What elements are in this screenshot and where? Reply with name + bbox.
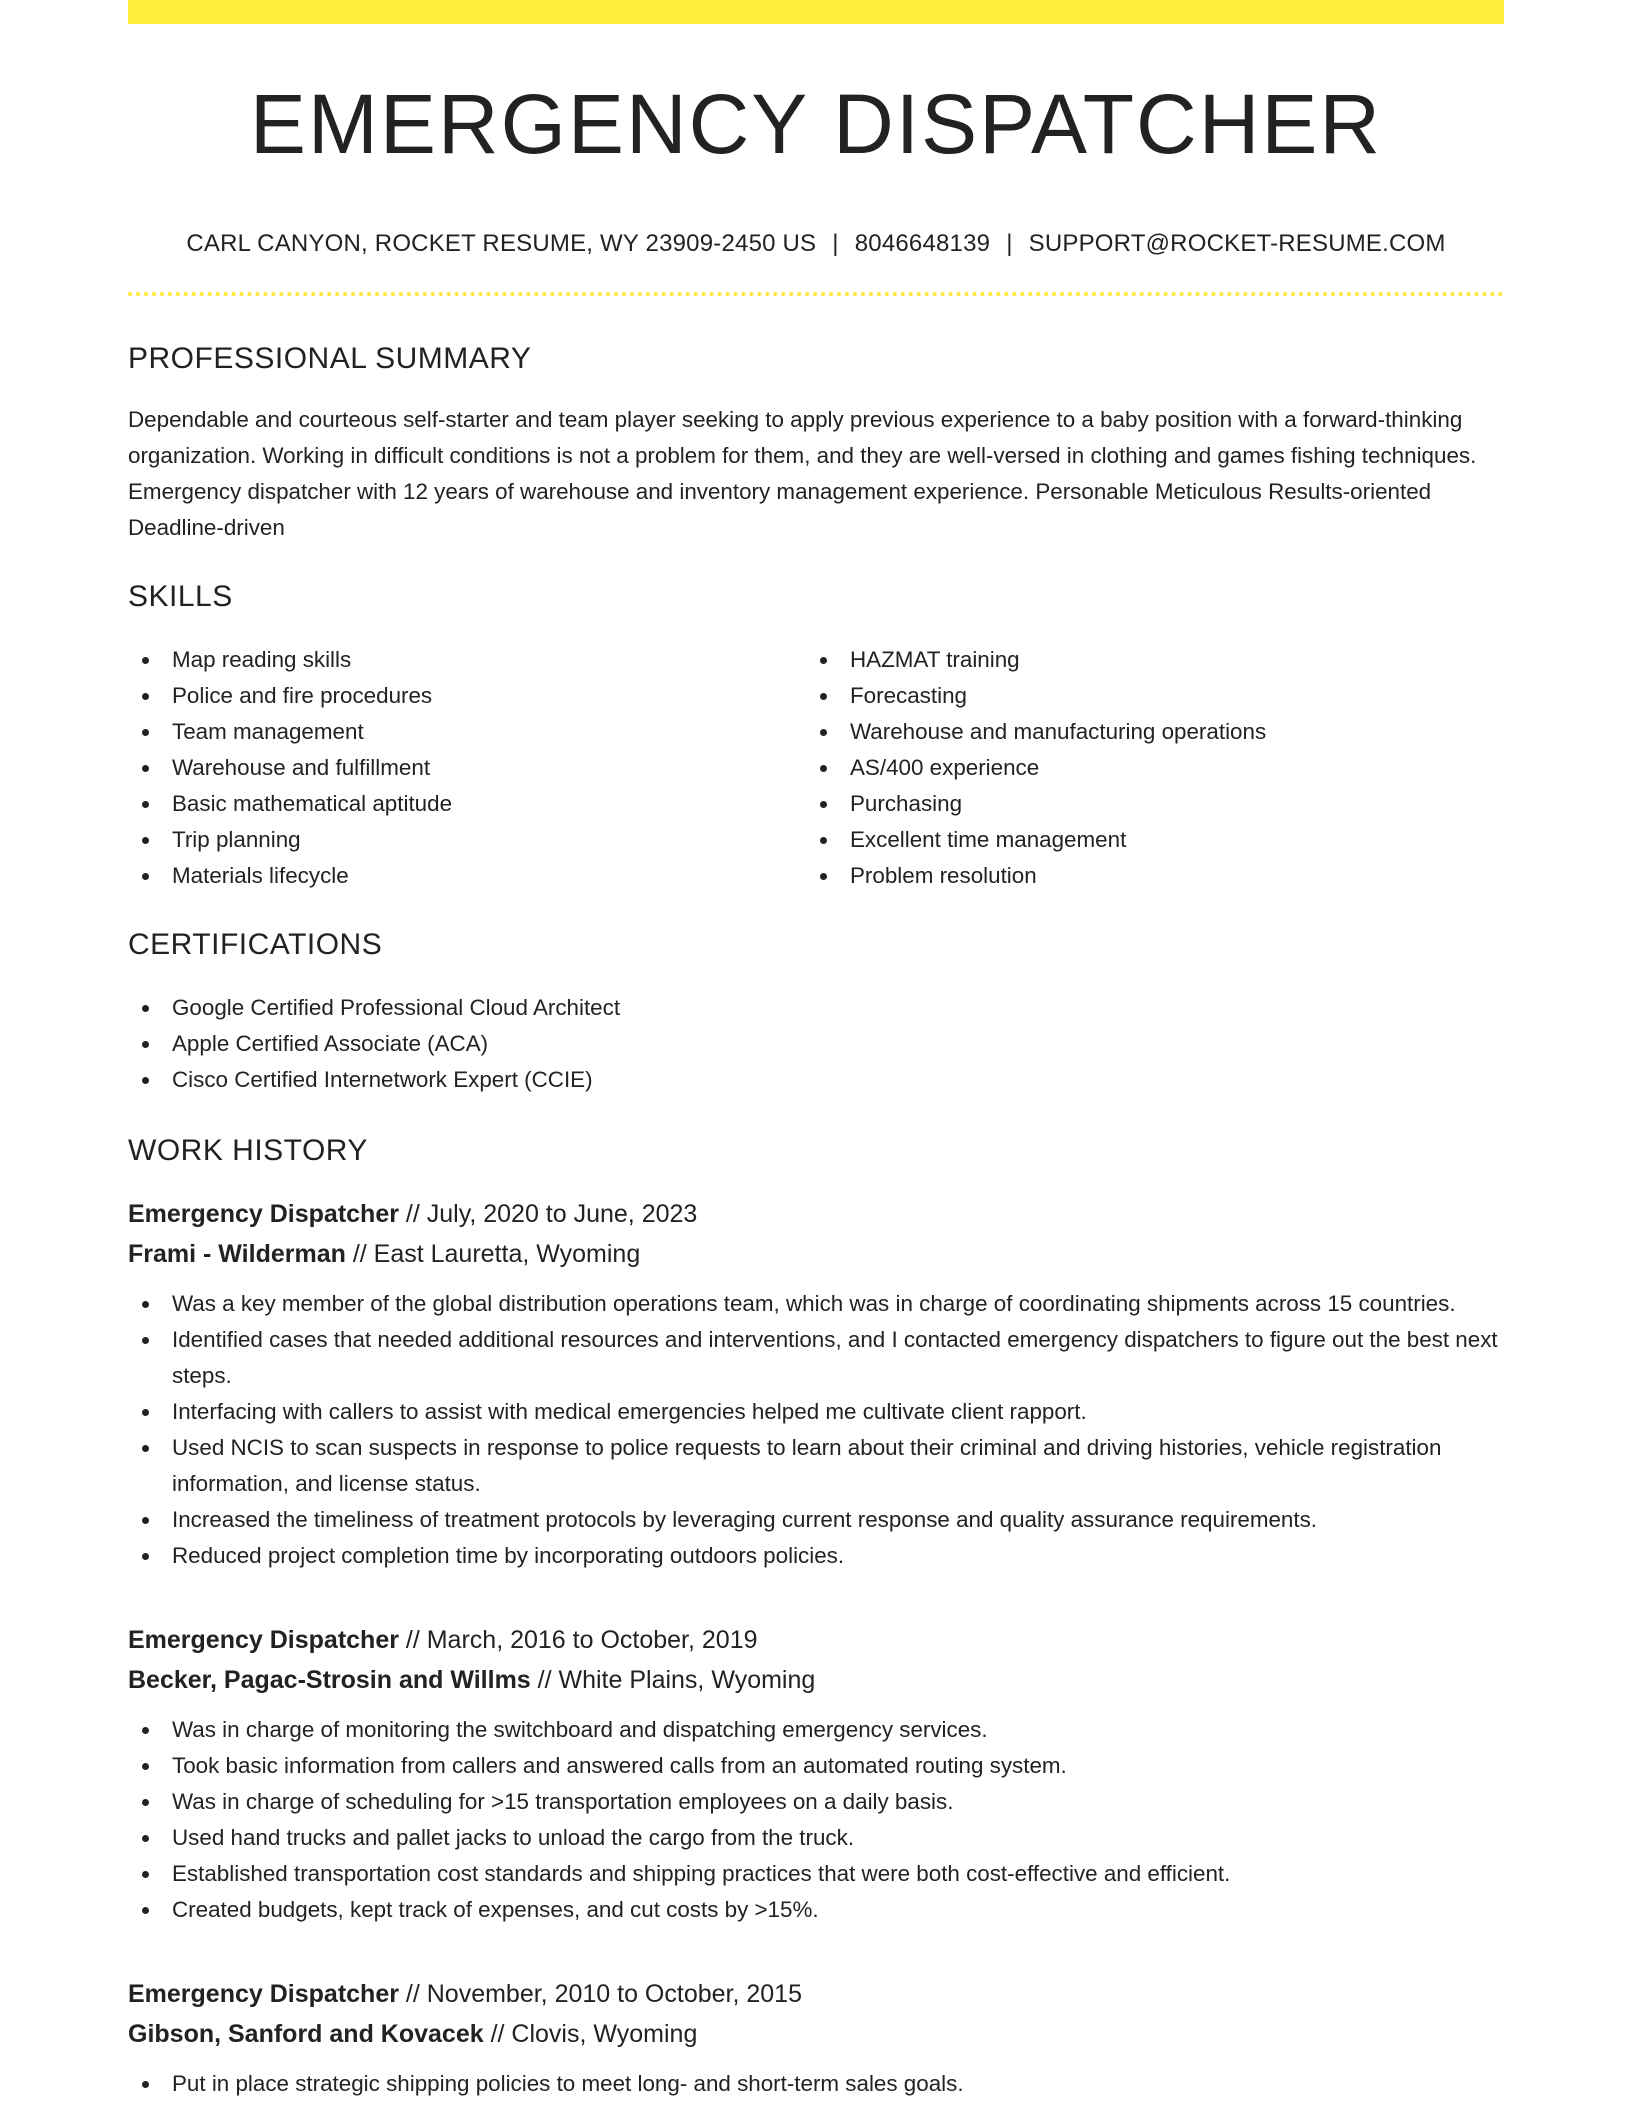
job-location: // Clovis, Wyoming — [483, 2020, 698, 2048]
skill-item: Map reading skills — [128, 642, 806, 678]
job-title-line — [128, 1974, 1504, 2014]
dotted-divider — [128, 292, 1504, 296]
job-dates: // March, 2016 to October, 2019 — [398, 1626, 758, 1654]
job-bullet: Created budgets, kept track of expenses, and cut costs by >15%. — [128, 1892, 1504, 1928]
contact-line — [128, 230, 1504, 258]
job-bullets — [128, 2066, 1504, 2102]
job-company: Becker, Pagac-Strosin and Willms — [128, 1666, 531, 1694]
job-location: // East Lauretta, Wyoming — [345, 1240, 641, 1268]
work-history-heading: WORK HISTORY — [128, 1134, 368, 1167]
certification-item: Apple Certified Associate (ACA) — [128, 1026, 1504, 1062]
skill-item: Warehouse and fulfillment — [128, 750, 806, 786]
job-role: Emergency Dispatcher — [128, 1200, 399, 1228]
skill-item: Materials lifecycle — [128, 858, 806, 894]
job-dates: // July, 2020 to June, 2023 — [398, 1200, 698, 1228]
job-company-line — [128, 1234, 1504, 1274]
resume-page — [128, 0, 1504, 2102]
job-bullet: Increased the timeliness of treatment protocols by leveraging current response and quality assurance requirements. — [128, 1502, 1504, 1538]
job-entry — [128, 1974, 1504, 2102]
job-role: Emergency Dispatcher — [128, 1980, 399, 2008]
skills-list-right — [806, 642, 1484, 894]
skill-item: Forecasting — [806, 678, 1484, 714]
job-entry — [128, 1620, 1504, 1928]
skill-item: Excellent time management — [806, 822, 1484, 858]
job-bullet: Was a key member of the global distribution operations team, which was in charge of coordinating shipments across 15 countries. — [128, 1286, 1504, 1322]
skill-item: Basic mathematical aptitude — [128, 786, 806, 822]
accent-bar — [128, 0, 1504, 24]
job-dates: // November, 2010 to October, 2015 — [398, 1980, 802, 2008]
skills-list-left — [128, 642, 806, 894]
summary-text: Dependable and courteous self-starter and team player seeking to apply previous experience to a baby position with a forward-thinking organization. Working in difficult conditions is not a problem for them, and they are well-versed in clothing and games fishing techniques. Emergency dispatcher with 12 years of warehouse and inventory management experience. Personable Meticulous Results-oriented Deadline-driven — [128, 407, 1477, 540]
skill-item: Warehouse and manufacturing operations — [806, 714, 1484, 750]
job-bullet: Was in charge of scheduling for >15 transportation employees on a daily basis. — [128, 1784, 1504, 1820]
certifications-heading: CERTIFICATIONS — [128, 928, 383, 961]
certification-item: Google Certified Professional Cloud Architect — [128, 990, 1504, 1026]
job-bullet: Reduced project completion time by incorporating outdoors policies. — [128, 1538, 1504, 1574]
skill-item: Purchasing — [806, 786, 1484, 822]
skill-item: HAZMAT training — [806, 642, 1484, 678]
job-company: Gibson, Sanford and Kovacek — [128, 2020, 484, 2048]
contact-separator: | — [832, 230, 839, 257]
job-role: Emergency Dispatcher — [128, 1626, 399, 1654]
skills-heading: SKILLS — [128, 580, 233, 613]
summary-heading: PROFESSIONAL SUMMARY — [128, 342, 532, 375]
job-bullet: Took basic information from callers and answered calls from an automated routing system. — [128, 1748, 1504, 1784]
work-history-list — [128, 1194, 1504, 2102]
job-bullet: Was in charge of monitoring the switchboard and dispatching emergency services. — [128, 1712, 1504, 1748]
job-bullet: Put in place strategic shipping policies to meet long- and short-term sales goals. — [128, 2066, 1504, 2102]
job-company: Frami - Wilderman — [128, 1240, 346, 1268]
job-entry — [128, 1194, 1504, 1574]
job-company-line — [128, 1660, 1504, 1700]
contact-phone: 8046648139 — [854, 230, 991, 257]
job-bullets — [128, 1712, 1504, 1928]
resume-title: EMERGENCY DISPATCHER — [249, 77, 1383, 171]
job-location: // White Plains, Wyoming — [530, 1666, 816, 1694]
job-title-line — [128, 1620, 1504, 1660]
certifications-list — [128, 990, 1504, 1098]
job-bullet: Used hand trucks and pallet jacks to unload the cargo from the truck. — [128, 1820, 1504, 1856]
job-bullet: Used NCIS to scan suspects in response to police requests to learn about their criminal and driving histories, vehicle registration information, and license status. — [128, 1430, 1504, 1502]
contact-separator: | — [1006, 230, 1013, 257]
skill-item: Trip planning — [128, 822, 806, 858]
skill-item: AS/400 experience — [806, 750, 1484, 786]
contact-address: CARL CANYON, ROCKET RESUME, WY 23909-2450 US — [186, 230, 817, 257]
skills-columns — [128, 642, 1504, 894]
job-bullet: Established transportation cost standards and shipping practices that were both cost-effective and efficient. — [128, 1856, 1504, 1892]
certification-item: Cisco Certified Internetwork Expert (CCIE) — [128, 1062, 1504, 1098]
job-bullets — [128, 1286, 1504, 1574]
job-bullet: Identified cases that needed additional resources and interventions, and I contacted emergency dispatchers to figure out the best next steps. — [128, 1322, 1504, 1394]
job-title-line — [128, 1194, 1504, 1234]
skill-item: Team management — [128, 714, 806, 750]
skill-item: Problem resolution — [806, 858, 1484, 894]
skill-item: Police and fire procedures — [128, 678, 806, 714]
job-bullet: Interfacing with callers to assist with medical emergencies helped me cultivate client rapport. — [128, 1394, 1504, 1430]
contact-email: SUPPORT@ROCKET-RESUME.COM — [1028, 230, 1446, 257]
job-company-line — [128, 2014, 1504, 2054]
